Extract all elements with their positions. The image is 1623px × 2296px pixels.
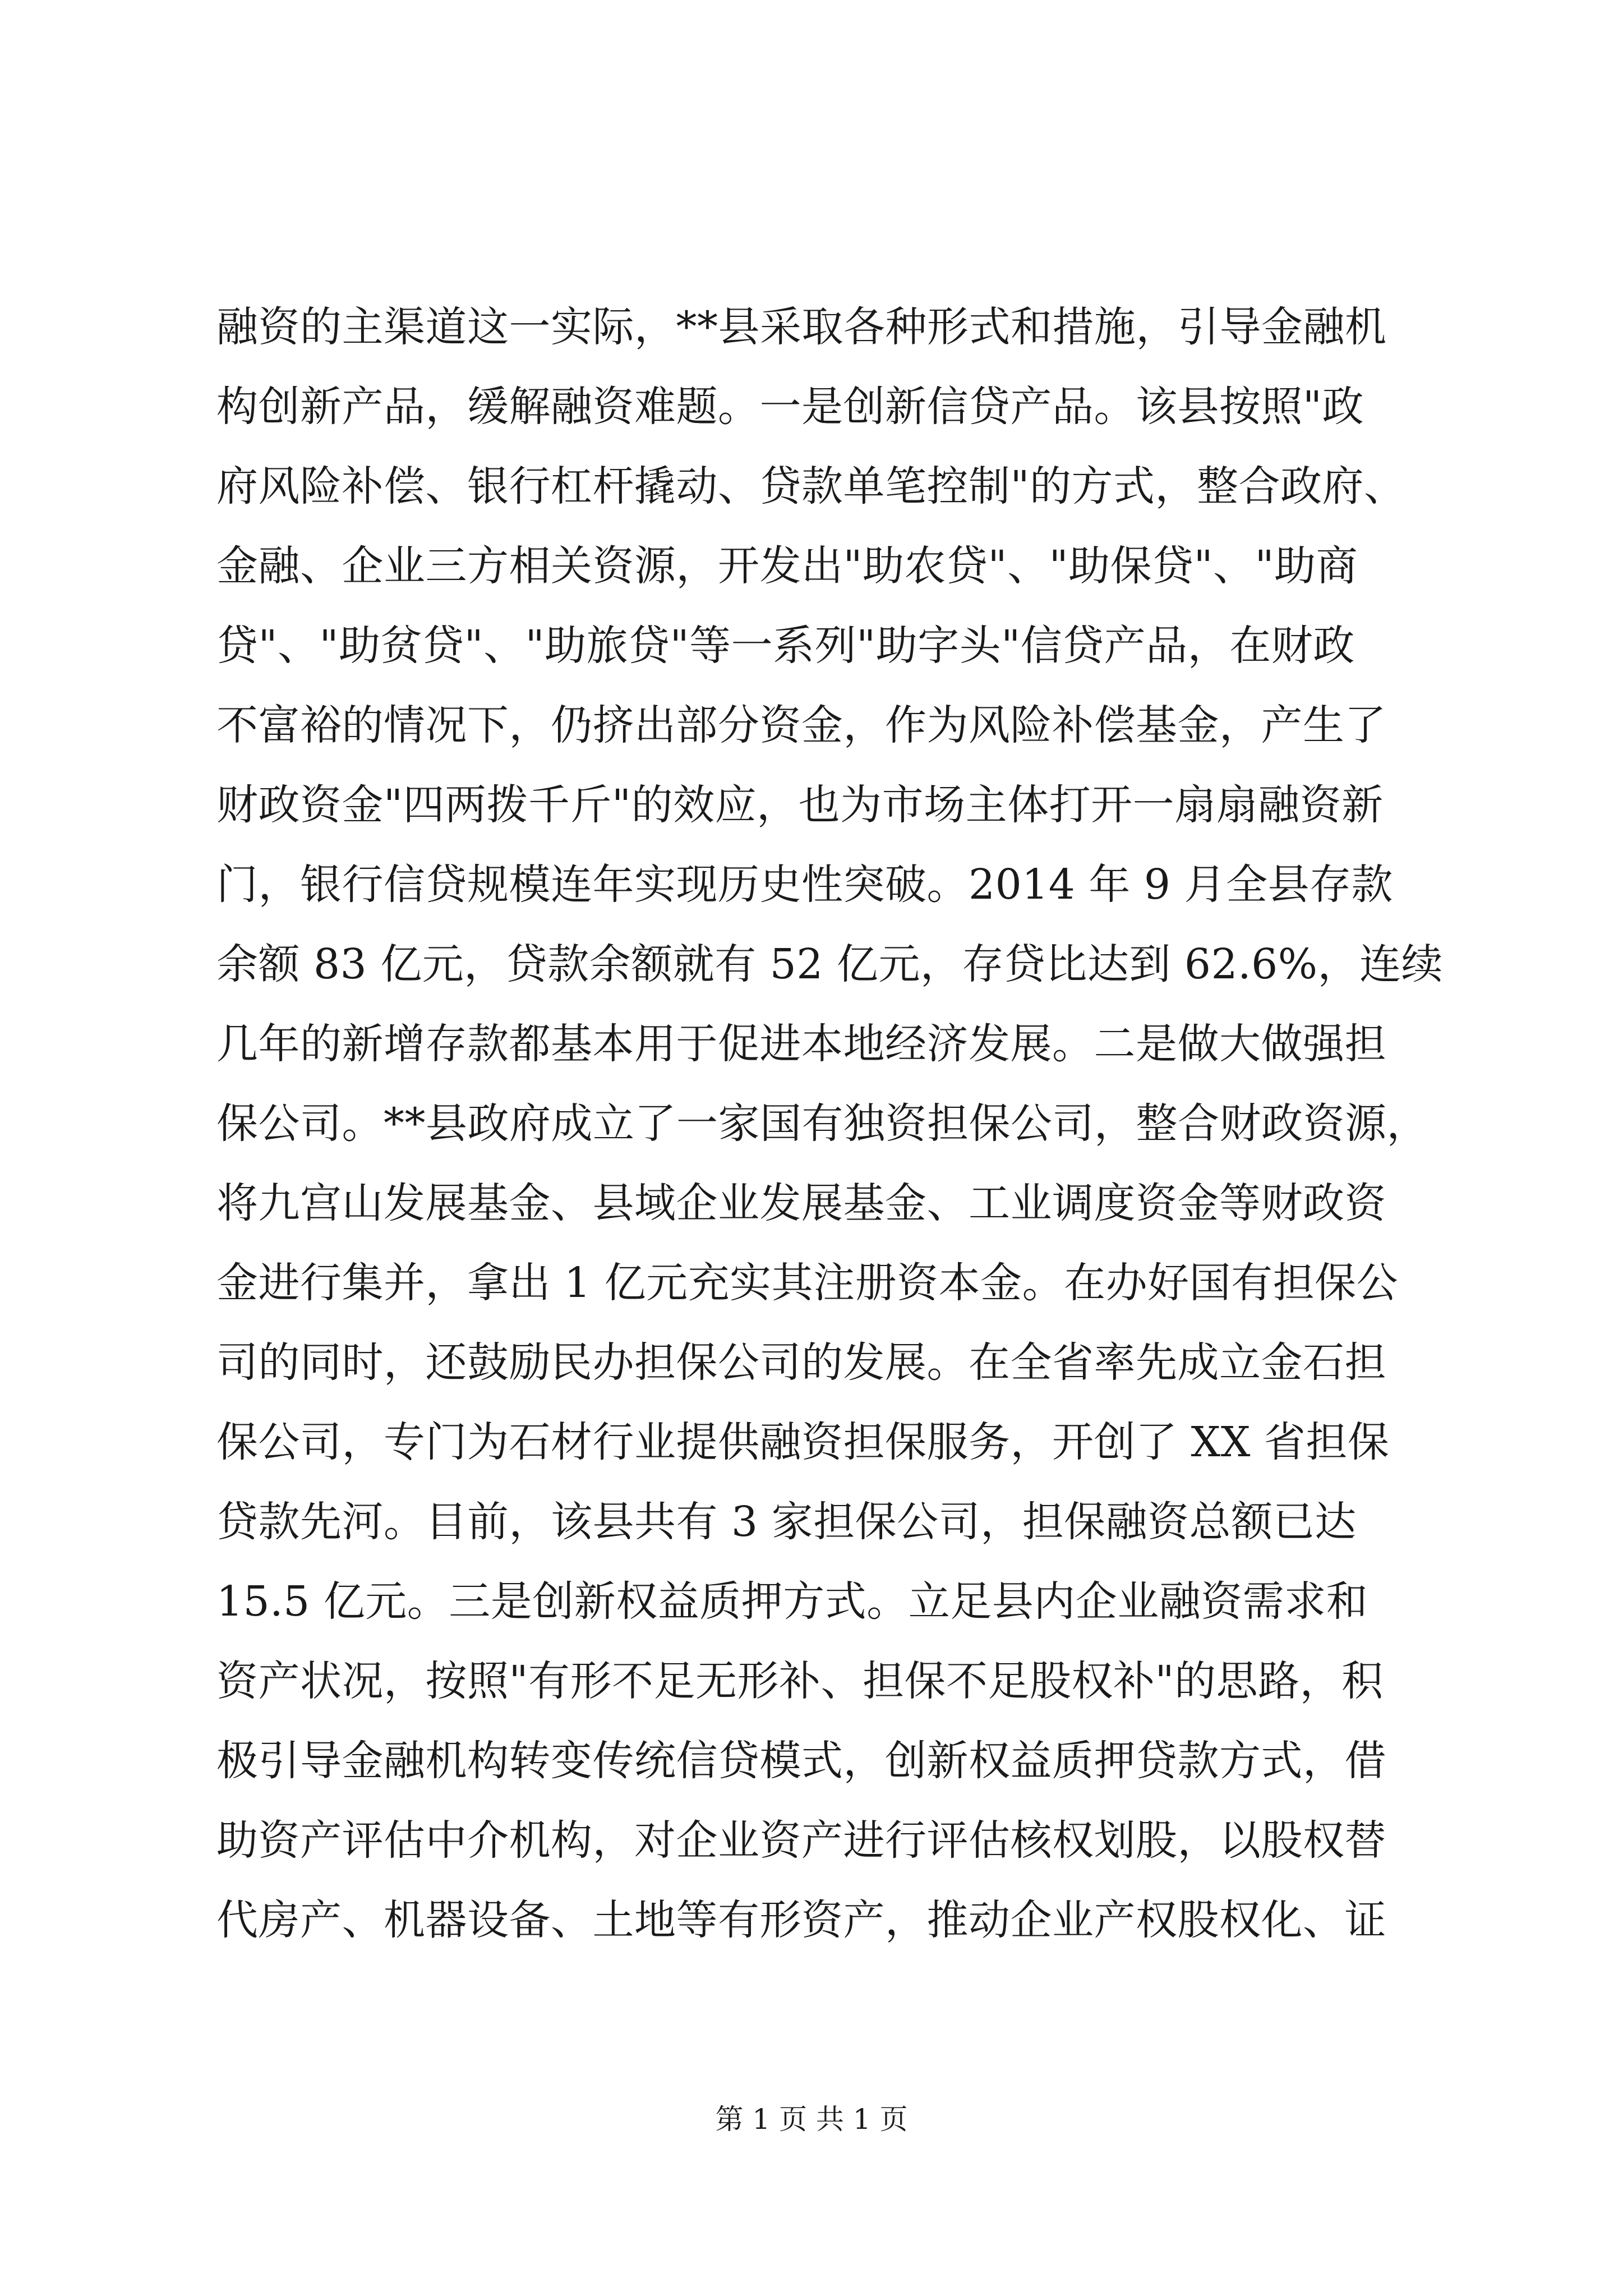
- text-line: 金融、企业三方相关资源，开发出"助农贷"、"助保贷"、"助商: [216, 542, 1358, 590]
- text-line: 资产状况，按照"有形不足无形补、担保不足股权补"的思路，积: [216, 1657, 1384, 1705]
- text-line: 15.5 亿元。三是创新权益质押方式。立足县内企业融资需求和: [216, 1577, 1368, 1626]
- page-footer: 第 1 页 共 1 页: [715, 2103, 908, 2136]
- text-line: 保公司，专门为石材行业提供融资担保服务，开创了 XX 省担保: [216, 1418, 1390, 1466]
- text-line: 助资产评估中介机构，对企业资产进行评估核权划股，以股权替: [216, 1816, 1386, 1865]
- text-line: 府风险补偿、银行杠杆撬动、贷款单笔控制"的方式，整合政府、: [216, 462, 1406, 510]
- text-line: 几年的新增存款都基本用于促进本地经济发展。二是做大做强担: [216, 1020, 1386, 1068]
- body-text: [216, 287, 1444, 1960]
- text-line: 将九宫山发展基金、县域企业发展基金、工业调度资金等财政资: [216, 1179, 1386, 1227]
- text-line: 保公司。**县政府成立了一家国有独资担保公司，整合财政资源，: [216, 1099, 1428, 1148]
- text-line: 财政资金"四两拨千斤"的效应，也为市场主体打开一扇扇融资新: [216, 781, 1384, 829]
- text-line: 贷"、"助贫贷"、"助旅贷"等一系列"助字头"信贷产品，在财政: [216, 622, 1355, 670]
- text-line: 融资的主渠道这一实际，**县采取各种形式和措施，引导金融机: [216, 303, 1387, 351]
- text-line: 金进行集并，拿出 1 亿元充实其注册资本金。在办好国有担保公: [216, 1259, 1399, 1307]
- text-line: 门，银行信贷规模连年实现历史性突破。2014 年 9 月全县存款: [216, 861, 1393, 909]
- text-line: 构创新产品，缓解融资难题。一是创新信贷产品。该县按照"政: [216, 383, 1364, 431]
- text-line: 司的同时，还鼓励民办担保公司的发展。在全省率先成立金石担: [216, 1338, 1386, 1387]
- text-line: 贷款先河。目前，该县共有 3 家担保公司，担保融资总额已达: [216, 1498, 1357, 1546]
- text-line: 余额 83 亿元，贷款余额就有 52 亿元，存贷比达到 62.6%，连续: [216, 940, 1444, 988]
- text-line: 极引导金融机构转变传统信贷模式，创新权益质押贷款方式，借: [216, 1737, 1386, 1785]
- text-line: 代房产、机器设备、土地等有形资产，推动企业产权股权化、证: [216, 1896, 1386, 1944]
- text-line: 不富裕的情况下，仍挤出部分资金，作为风险补偿基金，产生了: [216, 701, 1386, 749]
